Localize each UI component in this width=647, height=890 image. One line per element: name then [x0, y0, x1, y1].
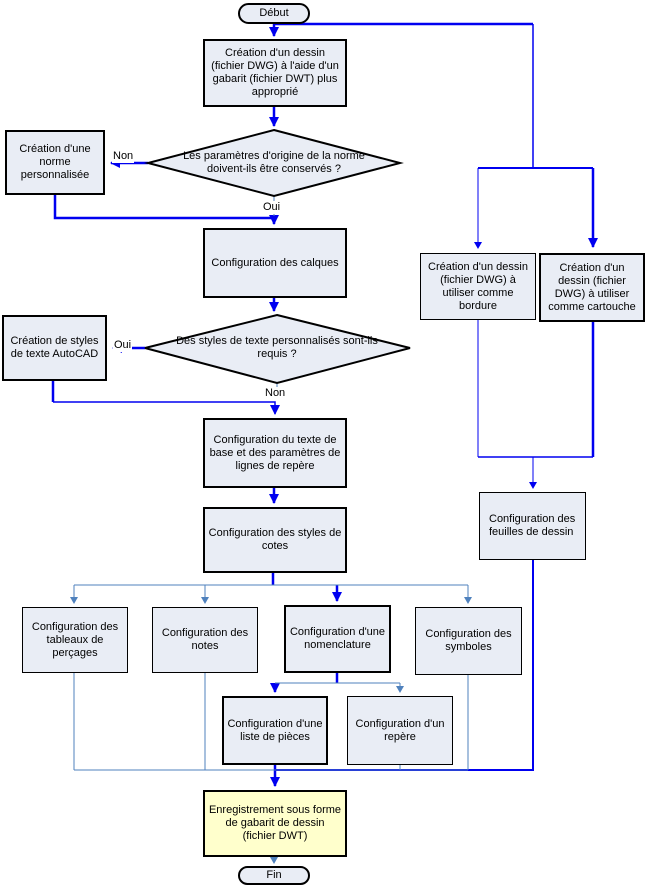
- node-start: [238, 3, 310, 24]
- edge-label-oui-2: Oui: [114, 339, 132, 351]
- node-notes-label: Configuration des notes: [161, 627, 249, 652]
- decision-text-styles-label: Des styles de texte personnalisés sont-ils requis ?: [176, 335, 378, 360]
- node-hole-tables: [22, 607, 128, 673]
- node-notes: [152, 607, 258, 673]
- decision-keep-settings-label: Les paramètres d'origine de la norme doivent-ils être conservés ?: [183, 150, 365, 175]
- node-sheets-label: Configuration des feuilles de dessin: [489, 513, 576, 538]
- node-custom-standard: [5, 130, 105, 195]
- node-titleblock-drawing-label: Création d'un dessin (fichier DWG) à utiliser comme cartouche: [548, 261, 636, 313]
- node-hole-tables-label: Configuration des tableaux de perçages: [31, 620, 119, 659]
- node-symbols-label: Configuration des symboles: [425, 628, 512, 653]
- node-balloon: [347, 696, 453, 765]
- node-autocad-text-styles: [2, 315, 107, 381]
- node-base-text-label: Configuration du texte de base et des paramètres de lignes de repère: [209, 433, 341, 472]
- node-bom: [284, 605, 391, 673]
- node-create-drawing: [203, 39, 347, 107]
- node-parts-list: [222, 696, 328, 765]
- node-start-label: Début: [259, 7, 289, 19]
- node-parts-list-label: Configuration d'une liste de pièces: [227, 717, 323, 743]
- node-end-label: Fin: [266, 869, 282, 881]
- node-titleblock-drawing: [539, 253, 645, 322]
- node-layers: [203, 228, 347, 298]
- node-dim-styles: [203, 507, 347, 573]
- node-dim-styles-label: Configuration des styles de cotes: [208, 527, 342, 552]
- node-bom-label: Configuration d'une nomenclature: [289, 626, 386, 651]
- node-sheets: [479, 492, 586, 560]
- edge-label-non-1: Non: [113, 150, 134, 162]
- node-border-drawing: [420, 253, 536, 320]
- node-balloon-label: Configuration d'un repère: [355, 717, 445, 743]
- node-layers-label: Configuration des calques: [211, 256, 339, 269]
- node-end: [238, 866, 310, 885]
- node-symbols: [415, 607, 522, 675]
- node-create-drawing-label: Création d'un dessin (fichier DWG) à l'aide d'un gabarit (fichier DWT) plus approprié: [211, 47, 339, 98]
- edge-label-non-2: Non: [265, 387, 286, 399]
- node-save-template-label: Enregistrement sous forme de gabarit de dessin (fichier DWT): [208, 804, 342, 842]
- node-custom-standard-label: Création d'une norme personnalisée: [19, 143, 91, 181]
- node-border-drawing-label: Création d'un dessin (fichier DWG) à utiliser comme bordure: [428, 260, 528, 312]
- edge-label-oui-1: Oui: [263, 201, 281, 213]
- node-base-text: [203, 418, 347, 488]
- node-save-template: [203, 790, 347, 857]
- node-autocad-text-styles-label: Création de styles de texte AutoCAD: [10, 335, 99, 360]
